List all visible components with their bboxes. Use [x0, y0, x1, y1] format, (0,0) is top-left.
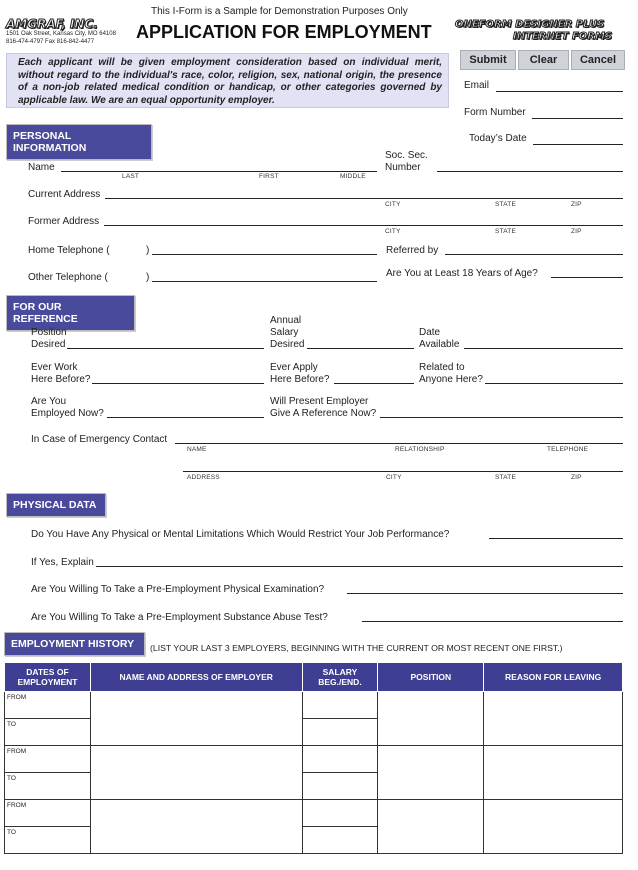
to-date-cell[interactable]: TO	[5, 719, 91, 746]
emergency-city-caption: CITY	[386, 474, 402, 481]
ever-work-label-line2: Here Before?	[31, 374, 91, 385]
related-field[interactable]	[485, 383, 623, 384]
employed-now-label-line2: Employed Now?	[31, 408, 104, 419]
column-header-dates: DATES OF EMPLOYMENT	[5, 663, 91, 692]
employed-now-field[interactable]	[107, 417, 264, 418]
current-address-field[interactable]	[105, 198, 623, 199]
physical-limitations-question: Do You Have Any Physical or Mental Limitations Which Would Restrict Your Job Performance?	[31, 529, 450, 540]
salary-desired-field[interactable]	[307, 348, 414, 349]
company-logo: AMGRAF, INC.	[6, 17, 98, 31]
other-phone-paren: )	[146, 272, 150, 283]
to-date-cell[interactable]: TO	[5, 773, 91, 800]
page-title: APPLICATION FOR EMPLOYMENT	[136, 22, 432, 42]
date-available-field[interactable]	[464, 348, 623, 349]
referred-by-label: Referred by	[386, 245, 439, 256]
todays-date-label: Today’s Date	[469, 133, 527, 144]
to-date-cell[interactable]: TO	[5, 827, 91, 854]
company-address: 1501 Oak Street, Kansas City, MO 64108	[6, 31, 116, 37]
position-cell[interactable]	[378, 800, 484, 854]
home-phone-field[interactable]	[152, 254, 377, 255]
current-state-caption: STATE	[495, 201, 516, 208]
former-address-label: Former Address	[28, 216, 100, 227]
home-phone-paren: )	[146, 245, 150, 256]
former-state-caption: STATE	[495, 228, 516, 235]
ever-apply-field[interactable]	[334, 383, 414, 384]
reason-cell[interactable]	[484, 692, 623, 746]
demo-note: This I-Form is a Sample for Demonstration Purposes Only	[151, 6, 408, 17]
email-field[interactable]	[496, 91, 623, 92]
position-desired-field[interactable]	[67, 348, 264, 349]
emergency-contact-label: In Case of Emergency Contact	[31, 434, 168, 445]
substance-test-field[interactable]	[362, 621, 623, 622]
other-phone-field[interactable]	[152, 281, 377, 282]
todays-date-field[interactable]	[533, 144, 623, 145]
employer-cell[interactable]	[90, 746, 302, 800]
former-address-field[interactable]	[104, 225, 623, 226]
table-header-row	[5, 663, 623, 692]
section-employment-history: EMPLOYMENT HISTORY	[4, 632, 145, 656]
name-first-caption: FIRST	[259, 173, 279, 180]
company-phone: 816-474-4797 Fax 816-842-4477	[6, 39, 95, 45]
current-address-label: Current Address	[28, 189, 101, 200]
column-header-position: POSITION	[378, 663, 484, 692]
employer-cell[interactable]	[90, 800, 302, 854]
section-for-our-reference: FOR OUR REFERENCE	[6, 295, 135, 331]
position-label-line1: Position	[31, 327, 67, 338]
table-row	[5, 746, 623, 773]
section-physical-data: PHYSICAL DATA	[6, 493, 106, 517]
ever-apply-label-line2: Here Before?	[270, 374, 330, 385]
clear-button[interactable]: Clear	[518, 50, 569, 70]
age-question-label: Are You at Least 18 Years of Age?	[386, 268, 538, 279]
brand-logo-line2: INTERNET FORMS	[513, 31, 613, 42]
employment-history-instruction: (LIST YOUR LAST 3 EMPLOYERS, BEGINNING WITH THE CURRENT OR MOST RECENT ONE FIRST.)	[150, 643, 563, 653]
emergency-contact-field[interactable]	[175, 443, 623, 444]
present-employer-label-line2: Give A Reference Now?	[270, 408, 377, 419]
column-header-employer: NAME AND ADDRESS OF EMPLOYER	[90, 663, 302, 692]
salary-label-line3: Desired	[270, 339, 305, 350]
related-label-line2: Anyone Here?	[419, 374, 483, 385]
former-zip-caption: ZIP	[571, 228, 582, 235]
table-row	[5, 692, 623, 719]
salary-end-cell[interactable]	[302, 827, 378, 854]
present-employer-label-line1: Will Present Employer	[270, 396, 369, 407]
referred-by-field[interactable]	[445, 254, 623, 255]
explain-field[interactable]	[96, 566, 623, 567]
current-city-caption: CITY	[385, 201, 401, 208]
form-number-label: Form Number	[464, 107, 526, 118]
from-date-cell[interactable]: FROM	[5, 800, 91, 827]
eeo-notice	[6, 53, 449, 108]
emergency-address-field[interactable]	[183, 471, 623, 472]
present-employer-field[interactable]	[380, 417, 623, 418]
date-available-label-line2: Available	[419, 339, 460, 350]
position-cell[interactable]	[378, 746, 484, 800]
ssn-field[interactable]	[437, 171, 623, 172]
age-question-field[interactable]	[551, 277, 623, 278]
table-row	[5, 800, 623, 827]
name-field[interactable]	[61, 171, 377, 172]
ssn-label-line2: Number	[385, 162, 421, 173]
emergency-telephone-caption: TELEPHONE	[547, 446, 589, 453]
employer-cell[interactable]	[90, 692, 302, 746]
brand-logo-line1: ONEFORM DESIGNER PLUS	[455, 19, 605, 30]
name-last-caption: LAST	[122, 173, 140, 180]
position-label-line2: Desired	[31, 339, 66, 350]
from-date-cell[interactable]: FROM	[5, 746, 91, 773]
emergency-zip-caption: ZIP	[571, 474, 582, 481]
employment-history-table	[4, 662, 623, 854]
reason-cell[interactable]	[484, 746, 623, 800]
former-city-caption: CITY	[385, 228, 401, 235]
ever-work-label-line1: Ever Work	[31, 362, 78, 373]
section-personal-information: PERSONAL INFORMATION	[6, 124, 152, 160]
form-number-field[interactable]	[532, 118, 623, 119]
from-date-cell[interactable]: FROM	[5, 692, 91, 719]
physical-exam-question: Are You Willing To Take a Pre-Employment Physical Examination?	[31, 584, 325, 595]
submit-button[interactable]: Submit	[460, 50, 516, 70]
salary-beg-cell[interactable]	[302, 746, 378, 773]
emergency-state-caption: STATE	[495, 474, 516, 481]
eeo-notice-text: Each applicant will be given employment consideration based on individual merit, without regard to the individual's race, color, religion, sex, national origin, the presence of a non-job related medical condition or handicap, or other categories governed by applicable law. We are an equal opportunity employer.	[18, 57, 442, 106]
substance-test-question: Are You Willing To Take a Pre-Employment Substance Abuse Test?	[31, 612, 328, 623]
email-label: Email	[464, 80, 490, 91]
position-cell[interactable]	[378, 692, 484, 746]
emergency-relationship-caption: RELATIONSHIP	[395, 446, 445, 453]
column-header-reason: REASON FOR LEAVING	[484, 663, 623, 692]
date-available-label-line1: Date	[419, 327, 441, 338]
physical-exam-field[interactable]	[347, 593, 623, 594]
reason-cell[interactable]	[484, 800, 623, 854]
cancel-button[interactable]: Cancel	[571, 50, 625, 70]
current-zip-caption: ZIP	[571, 201, 582, 208]
emergency-address-caption: ADDRESS	[187, 474, 220, 481]
ever-work-field[interactable]	[92, 383, 264, 384]
salary-label-line1: Annual	[270, 315, 302, 326]
salary-label-line2: Salary	[270, 327, 299, 338]
name-middle-caption: MIDDLE	[340, 173, 366, 180]
ssn-label-line1: Soc. Sec.	[385, 150, 428, 161]
employed-now-label-line1: Are You	[31, 396, 67, 407]
salary-beg-cell[interactable]	[302, 692, 378, 719]
physical-limitations-field[interactable]	[489, 538, 623, 539]
column-header-salary: SALARY BEG./END.	[302, 663, 378, 692]
related-label-line1: Related to	[419, 362, 465, 373]
home-phone-label: Home Telephone (	[28, 245, 110, 256]
emergency-name-caption: NAME	[187, 446, 207, 453]
salary-end-cell[interactable]	[302, 719, 378, 746]
salary-beg-cell[interactable]	[302, 800, 378, 827]
ever-apply-label-line1: Ever Apply	[270, 362, 318, 373]
name-label: Name	[28, 162, 55, 173]
salary-end-cell[interactable]	[302, 773, 378, 800]
explain-label: If Yes, Explain	[31, 557, 94, 568]
other-phone-label: Other Telephone (	[28, 272, 108, 283]
